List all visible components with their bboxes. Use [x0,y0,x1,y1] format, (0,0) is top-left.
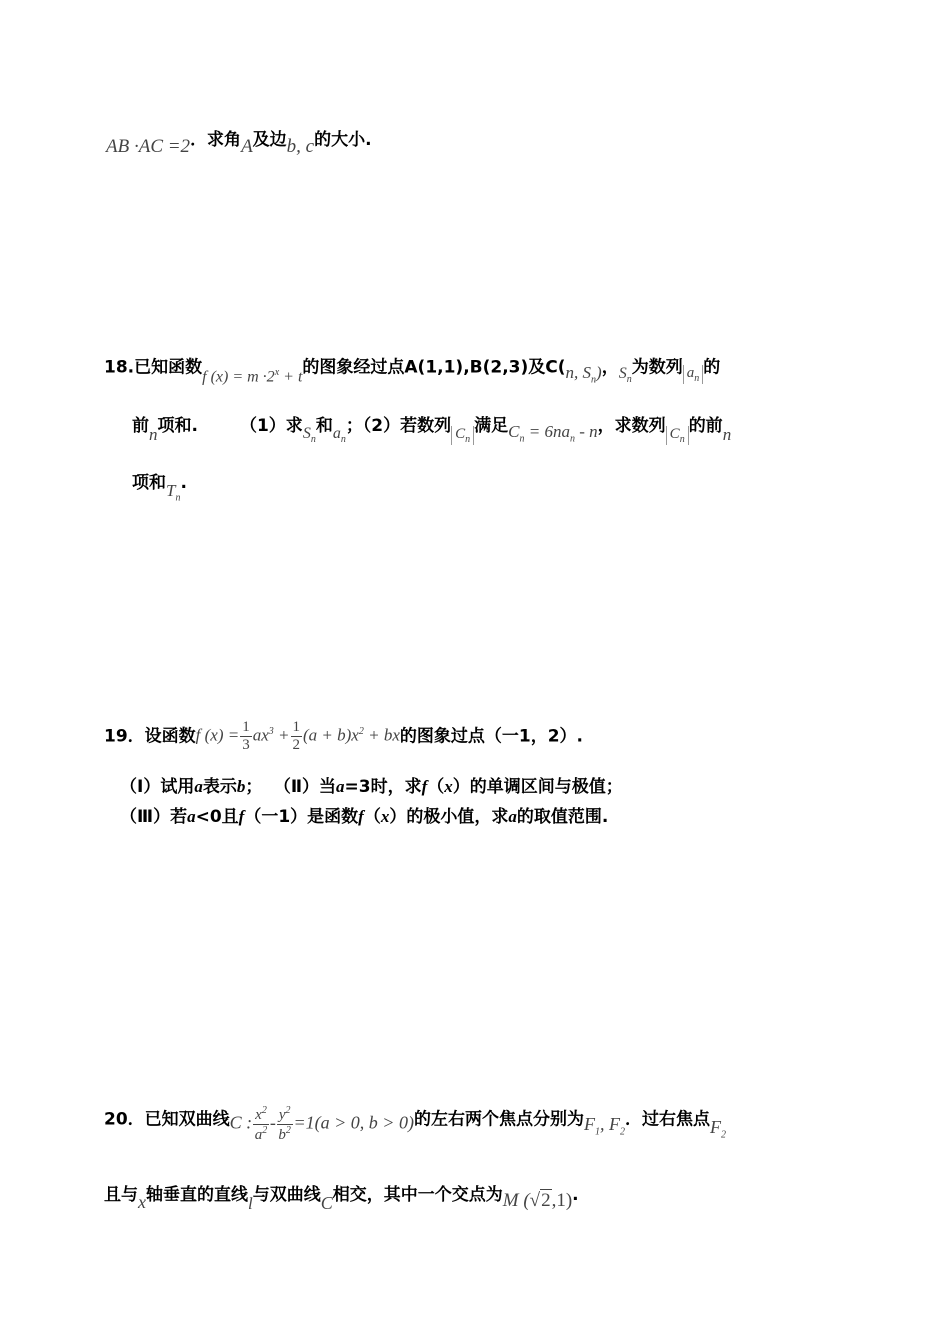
q18-cn-seq: $C_n$ [451,426,474,445]
q19-text: （一1）是函数 [244,807,359,827]
q20-text: 且与 [104,1185,138,1205]
q19-var: x [444,777,453,796]
fraction: $\frac{x^2}{a^2}$ [254,1105,268,1143]
q17-text-a: ．求角 [190,130,242,150]
q20-point-m: M (√2,1) [502,1190,573,1211]
q17-text-c: 的大小. [314,130,372,150]
q20-line-2 [104,1176,579,1214]
q19-var: b [236,777,246,796]
q18-tn: $T_n$ [166,481,181,504]
q19-var: f [358,807,364,826]
q18-number: 18. [104,357,135,378]
q20-c: C [320,1192,333,1213]
fraction: $\frac{y^2}{b^2}$ [278,1105,291,1143]
q18-line-3 [132,463,187,503]
q20-text: . [572,1185,579,1205]
q19-number: 19 [104,726,128,747]
q19-text: （ [363,807,381,827]
q19-function: f (x) = $\frac{1}{3}$ $ax^3$ + $\frac{1}{2}$ $(a + b)x^2$ + bx [195,719,400,753]
q20-hyperbola: C : $\frac{x^2}{a^2}$ - $\frac{y^2}{b^2}$ =1(a > 0, b > 0) [229,1105,414,1143]
q18-text: 项和. [157,416,198,437]
q18-text: ，求数列 [597,416,666,437]
q18-an-seq: $a_n$ [683,365,704,384]
q17-text-b: 及边 [252,130,287,150]
q19-var: a [194,777,203,796]
q19-var: a [187,807,196,826]
q19-text: 的取值范围. [516,807,609,827]
q18-text: 的图象经过点A(1,1),B(2,3)及C( [302,357,566,378]
q18-text: 满足 [474,416,509,437]
fraction: $\frac{1}{3}$ [242,719,250,753]
q18-cn-formula: $C_n = 6na_n - n$ [508,421,598,445]
q20-l: l [248,1194,253,1213]
q18-text: 前 [132,416,149,437]
q17-var-bc: b, c [286,136,315,157]
q19-var: f [421,777,428,796]
q18-function: f $(x) = m \cdot 2^x + t$ [202,367,303,386]
q19-text: （Ⅲ）若 [120,807,188,827]
q20-text: ．已知双曲线 [127,1109,230,1130]
q20-line-1 [104,1096,726,1143]
q19-text: ）的极小值，求 [389,807,509,827]
q18-cn-seq: $C_n$ [666,426,689,445]
q19-var: x [380,807,390,826]
q19-text: （Ⅱ）当 [282,777,337,797]
fraction: $\frac{1}{2}$ [292,719,301,753]
q19-line-2 [120,772,623,797]
q18-line-1 [104,349,720,386]
q19-line-1 [104,720,583,753]
q20-text: 相交，其中一个交点为 [332,1185,503,1205]
q18-n: n [149,425,158,445]
q18-text: 为数列 [631,357,683,378]
q20-x: x [138,1191,146,1212]
q17-line [106,122,372,158]
q19-text: ）的单调区间与极值； [452,777,623,797]
q17-formula: AB ·AC =2 [106,136,191,157]
q18-text: 已知函数 [134,357,203,378]
q19-text: =3时，求 [344,777,422,797]
q19-text: ．设函数 [127,726,196,747]
q19-text: 表示 [202,777,237,797]
q18-point-c: n, $S_n$) [565,363,602,386]
q18-text: ， [601,357,619,378]
q19-text: <0且 [195,807,239,827]
q17-var-a: A [241,136,253,157]
q18-text: （1）求 [239,416,303,437]
q19-var: f [238,807,245,826]
q18-text: 的 [703,357,721,378]
q18-line-2 [132,407,731,445]
q19-line-3 [120,802,608,827]
q20-number: 20 [104,1109,128,1130]
q20-foci: $F_1$, $F_2$ [583,1113,625,1138]
q19-text: ； [245,777,263,797]
q19-text: （Ⅰ）试用 [120,777,195,797]
q18-text: ；（2）若数列 [345,416,452,437]
q18-sn: $S_n$ [618,364,632,385]
q18-text: 的前 [688,416,723,437]
q18-an: $a_n$ [332,425,346,446]
q18-text: 和 [315,416,333,437]
q18-n: n [722,425,732,445]
q18-text: . [180,473,187,494]
q20-text: 与双曲线 [252,1185,321,1205]
q19-text: （ [427,777,445,797]
q20-f2: $F_2$ [709,1116,726,1141]
q19-text: 的图象过点（一1，2）. [399,726,584,747]
q20-text: 的左右两个焦点分别为 [413,1109,584,1130]
q18-text: 项和 [132,473,166,494]
q20-text: 轴垂直的直线 [146,1185,248,1205]
q19-var: a [508,807,517,826]
q20-text: ．过右焦点 [624,1109,710,1130]
q19-var: a [336,777,345,796]
q18-sn: $S_n$ [302,425,316,446]
